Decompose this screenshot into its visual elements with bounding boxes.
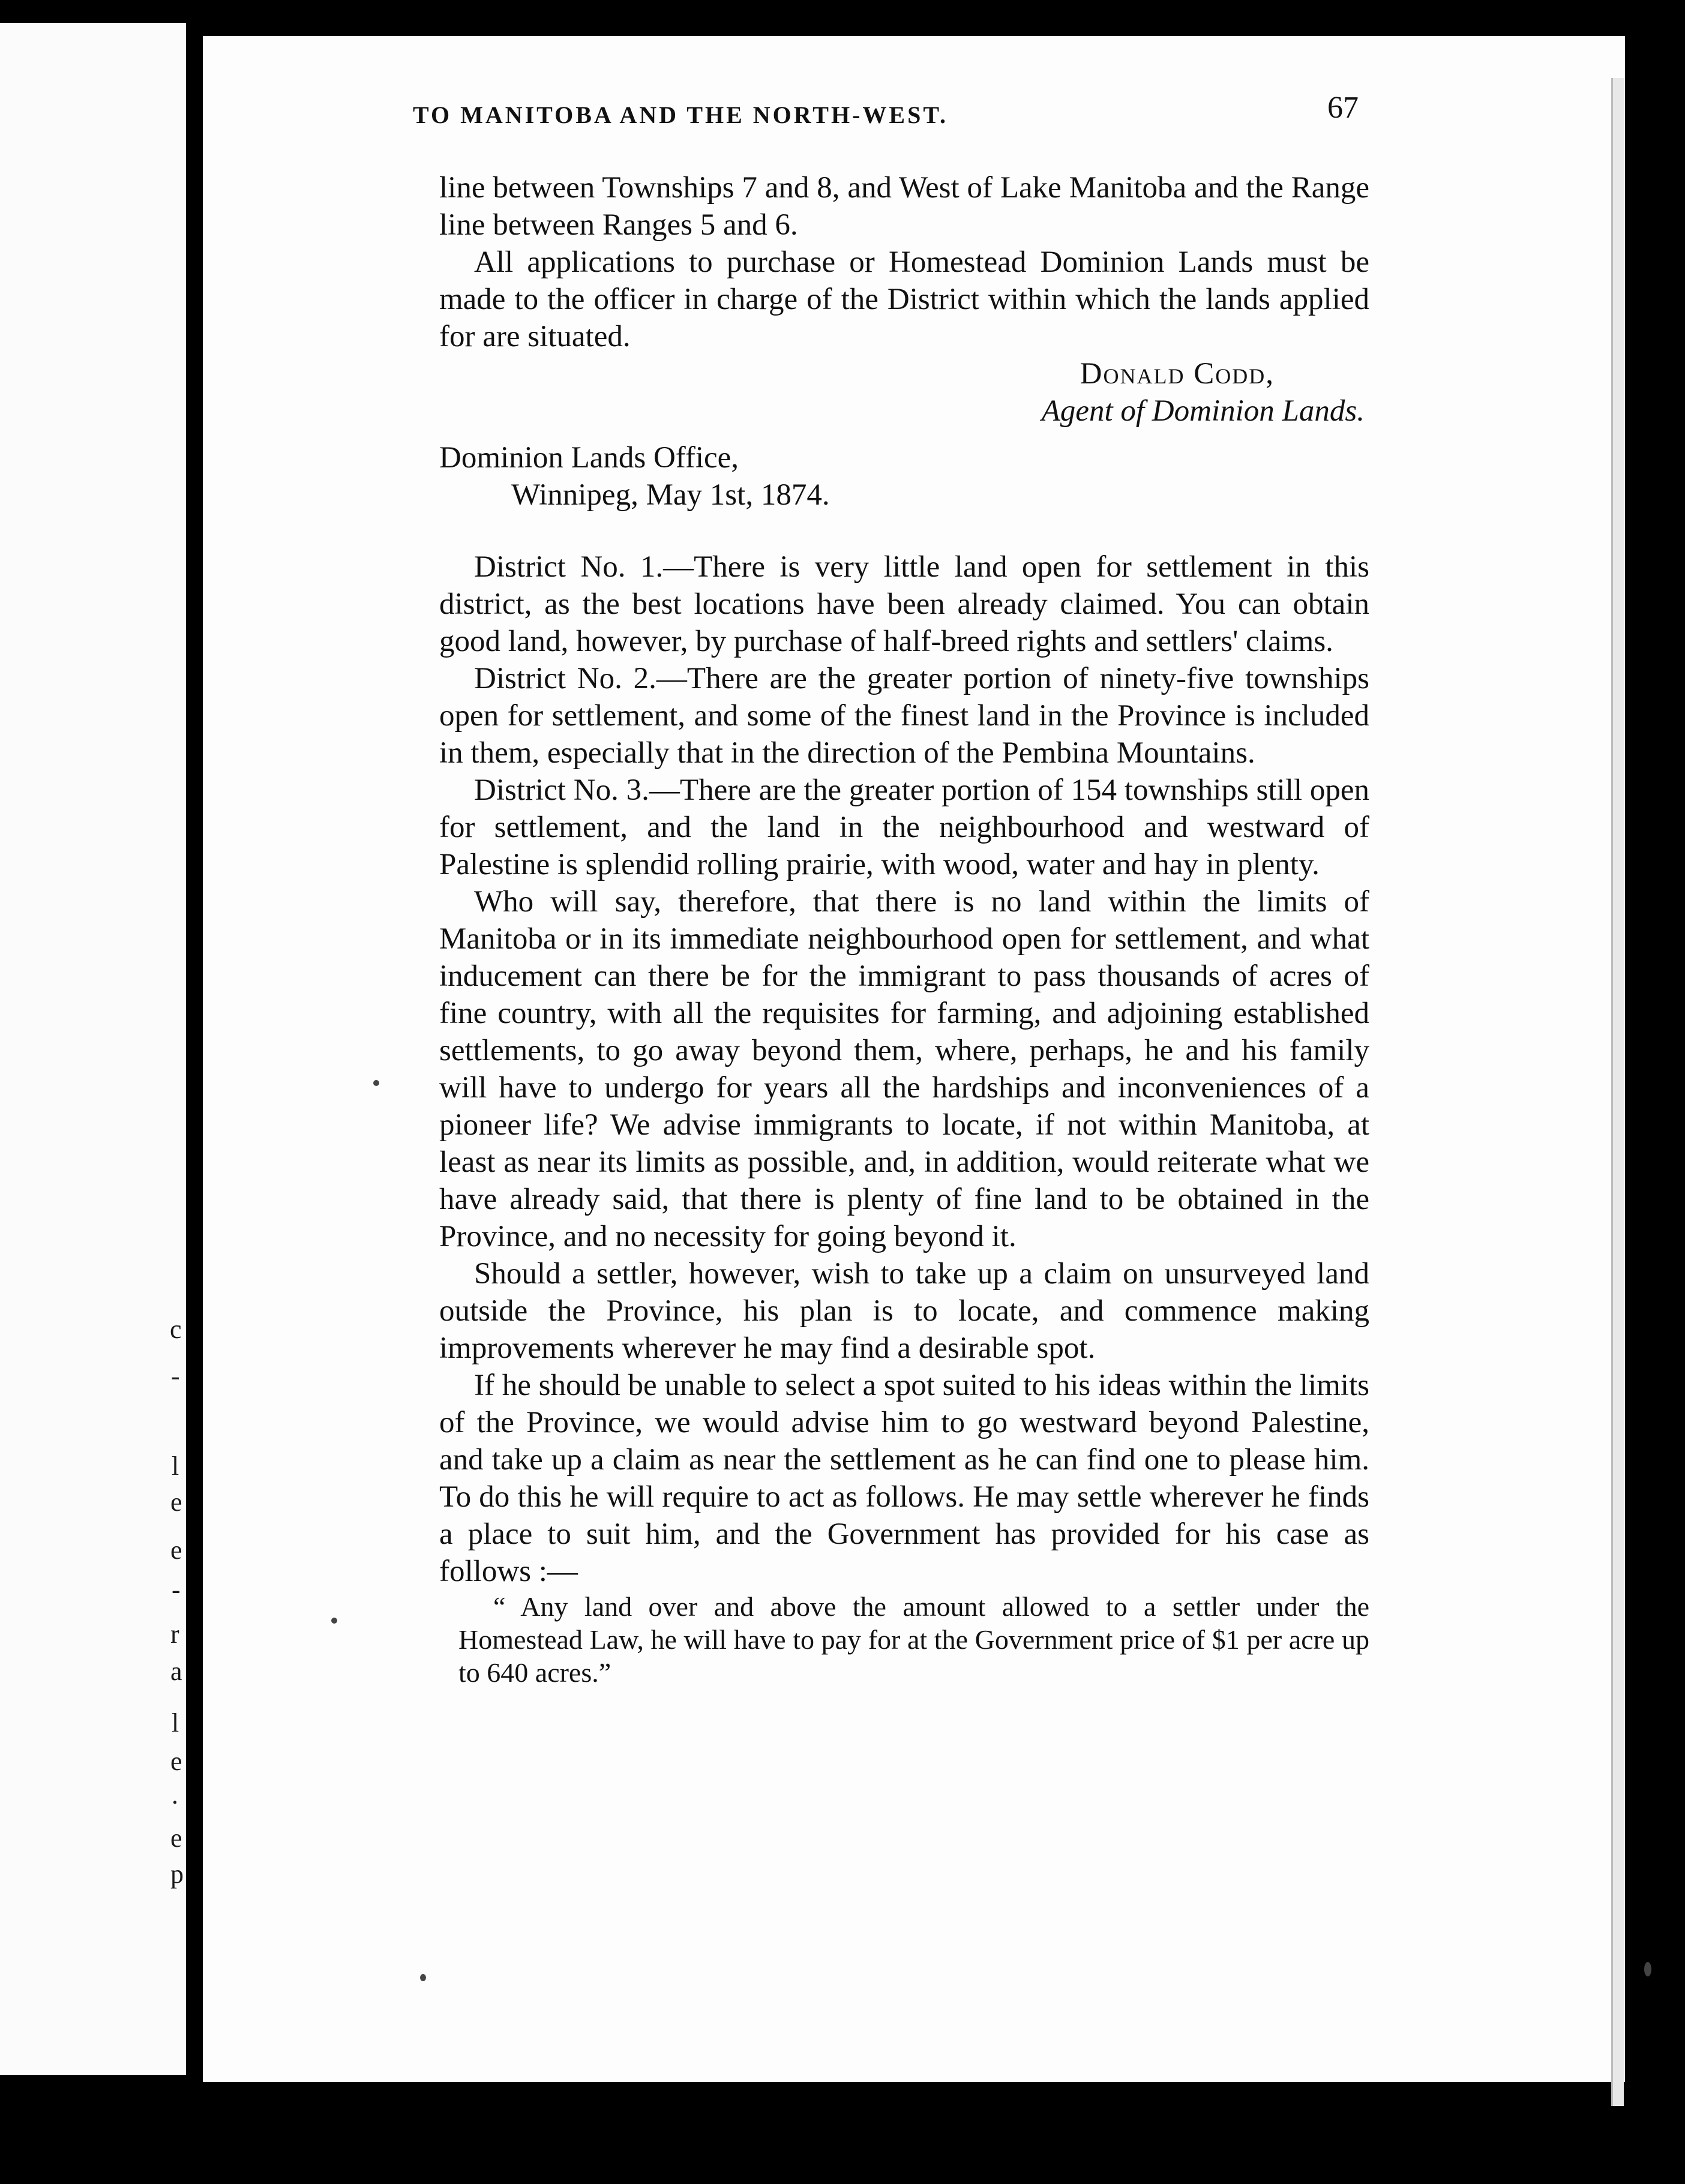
- scan-speck: [331, 1618, 337, 1624]
- paragraph-settler-claim: Should a settler, however, wish to take up a claim on unsurveyed land outside the Province, his plan is to locate, and commence making improvements wherever he may find a desirable spot.: [439, 1257, 1369, 1365]
- margin-letter: e: [170, 1487, 182, 1517]
- signature-block: [439, 355, 1369, 430]
- paragraph-district-1: District No. 1.—There is very little land open for settlement in this district, as the best locations have been already claimed. You can obtain good land, however, by purchase of half-breed rights and settlers' claims.: [439, 550, 1369, 658]
- scan-speck: [373, 1080, 379, 1086]
- paragraph-applications: All applications to purchase or Homestead Dominion Lands must be made to the officer in charge of the District within which the lands applied for are situated.: [439, 245, 1369, 353]
- margin-letter: l: [172, 1451, 179, 1481]
- page-number: 67: [1327, 91, 1359, 125]
- homestead-law-quote: “ Any land over and above the amount allowed to a settler under the Homestead Law, he will have to pay for at the Government price of $1 per acre up to 640 acres.”: [458, 1591, 1369, 1688]
- facing-page-margin-text: [0, 23, 186, 2075]
- book-gutter: [186, 12, 203, 2112]
- page-edge: [1611, 78, 1624, 2106]
- margin-letter: r: [170, 1619, 179, 1649]
- margin-letter: -: [171, 1361, 180, 1391]
- dateline-office: Dominion Lands Office,: [439, 441, 739, 475]
- scan-speck: [420, 1974, 426, 1981]
- page-text: [439, 169, 1369, 1689]
- dateline: [439, 439, 1369, 514]
- paragraph-who-will-say: Who will say, therefore, that there is no land within the limits of Manitoba or in its immediate neighbourhood open for settlement, and what inducement can there be for the immigrant to pass thousands of acres of fine country, with all the requisites for farming, and adjoining established settlements, to go away beyond them, where, perhaps, he and his family will have to undergo for years all the hardships and inconveniences of a pioneer life? We advise immigrants to locate, if not within Manitoba, at least as near its limits as possible, and, in addition, would reiterate what we have already said, that there is plenty of fine land to be obtained in the Province, and no necessity for going beyond it.: [439, 885, 1369, 1253]
- scan-speck: [1644, 1962, 1651, 1976]
- signatory-title: Agent of Dominion Lands.: [1041, 394, 1365, 428]
- paragraph-district-2: District No. 2.—There are the greater portion of ninety-five townships open for settlement, and some of the finest land in the Province is included in them, especially that in the direction of the Pembina Mountains.: [439, 662, 1369, 770]
- margin-letter: c: [170, 1315, 182, 1344]
- section-spacer: [439, 514, 1369, 548]
- running-head: TO MANITOBA AND THE NORTH-WEST.: [413, 101, 949, 128]
- margin-letter: p: [170, 1859, 184, 1889]
- paragraph-continuation: line between Townships 7 and 8, and West of Lake Manitoba and the Range line between Ranges 5 and 6.: [439, 171, 1369, 242]
- signatory-name: Donald Codd,: [1080, 357, 1275, 391]
- margin-letter: -: [172, 1575, 181, 1604]
- margin-letter: a: [170, 1657, 182, 1686]
- margin-letter: l: [172, 1708, 179, 1738]
- margin-letter: e: [170, 1747, 182, 1776]
- margin-letter: e: [170, 1535, 182, 1565]
- facing-page-left: [0, 23, 188, 2075]
- paragraph-district-3: District No. 3.—There are the greater portion of 154 townships still open for settlement, and the land in the neighbourhood and westward of Palestine is splendid rolling prairie, with wood, water and hay in plenty.: [439, 773, 1369, 881]
- paragraph-go-westward: If he should be unable to select a spot suited to his ideas within the limits of the Province, we would advise him to go westward beyond Palestine, and take up a claim as near the settlement as he can find one to please him. To do this he will require to act as follows. He may settle wherever he finds a place to suit him, and the Government has provided for his case as follows :—: [439, 1369, 1369, 1588]
- margin-letter: e: [170, 1823, 182, 1853]
- dateline-place-date: Winnipeg, May 1st, 1874.: [511, 478, 830, 512]
- margin-letter: .: [172, 1780, 178, 1810]
